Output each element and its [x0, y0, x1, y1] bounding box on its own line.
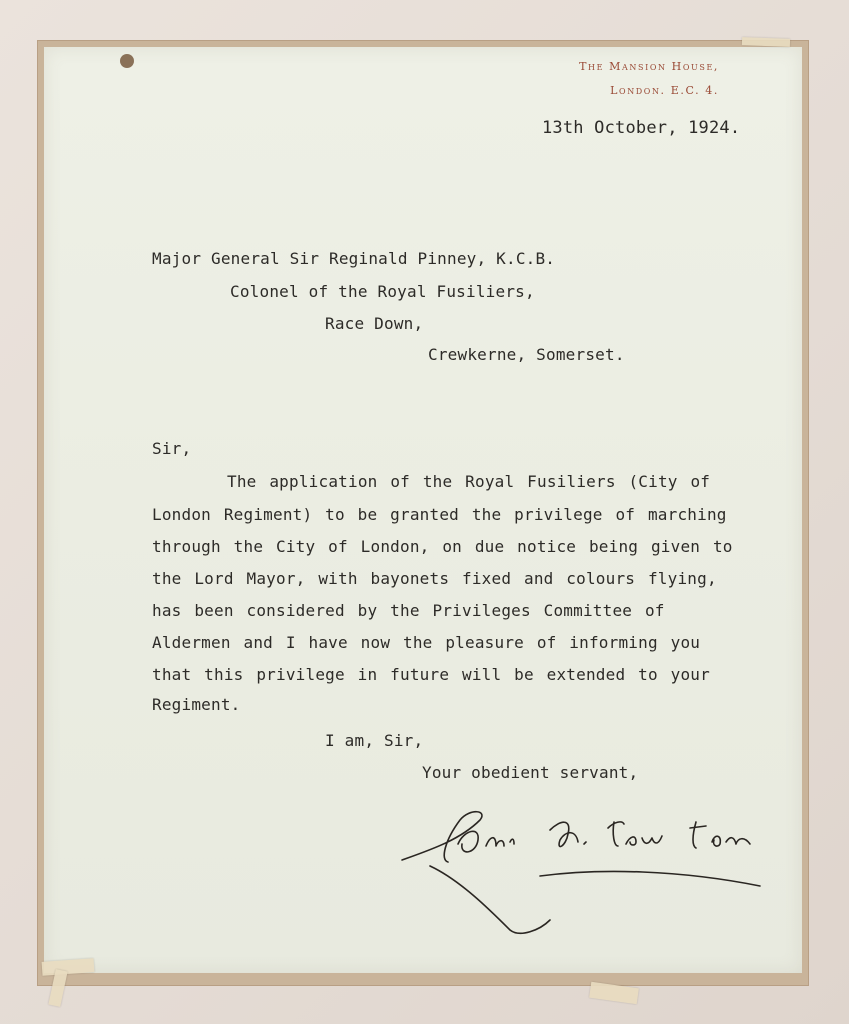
- body-line: that this privilege in future will be extended to your: [152, 665, 710, 684]
- body-line: through the City of London, on due notice being given to: [152, 537, 733, 556]
- body-line: London Regiment) to be granted the privilege of marching: [152, 505, 727, 524]
- salutation: Sir,: [152, 439, 192, 458]
- body-line: Aldermen and I have now the pleasure of informing you: [152, 633, 701, 652]
- pin-hole: [120, 54, 134, 68]
- addressee-line-4: Crewkerne, Somerset.: [428, 345, 625, 364]
- addressee-line-1: Major General Sir Reginald Pinney, K.C.B.: [152, 249, 556, 268]
- body-line: the Lord Mayor, with bayonets fixed and colours flying,: [152, 569, 717, 588]
- letterhead-line-1: The Mansion House,: [579, 60, 719, 73]
- body-line: Regiment.: [152, 695, 241, 714]
- body-line: has been considered by the Privileges Committee of: [152, 601, 665, 620]
- addressee-line-2: Colonel of the Royal Fusiliers,: [230, 282, 535, 301]
- closing-line-2: Your obedient servant,: [422, 763, 639, 782]
- addressee-line-3: Race Down,: [325, 314, 424, 333]
- letterhead-line-2: London. E.C. 4.: [610, 84, 719, 97]
- body-line: The application of the Royal Fusiliers (City of: [227, 472, 711, 491]
- letter-date: 13th October, 1924.: [542, 118, 741, 138]
- handwritten-signature: [400, 800, 780, 940]
- closing-line-1: I am, Sir,: [325, 731, 424, 750]
- tape-strip: [742, 37, 790, 47]
